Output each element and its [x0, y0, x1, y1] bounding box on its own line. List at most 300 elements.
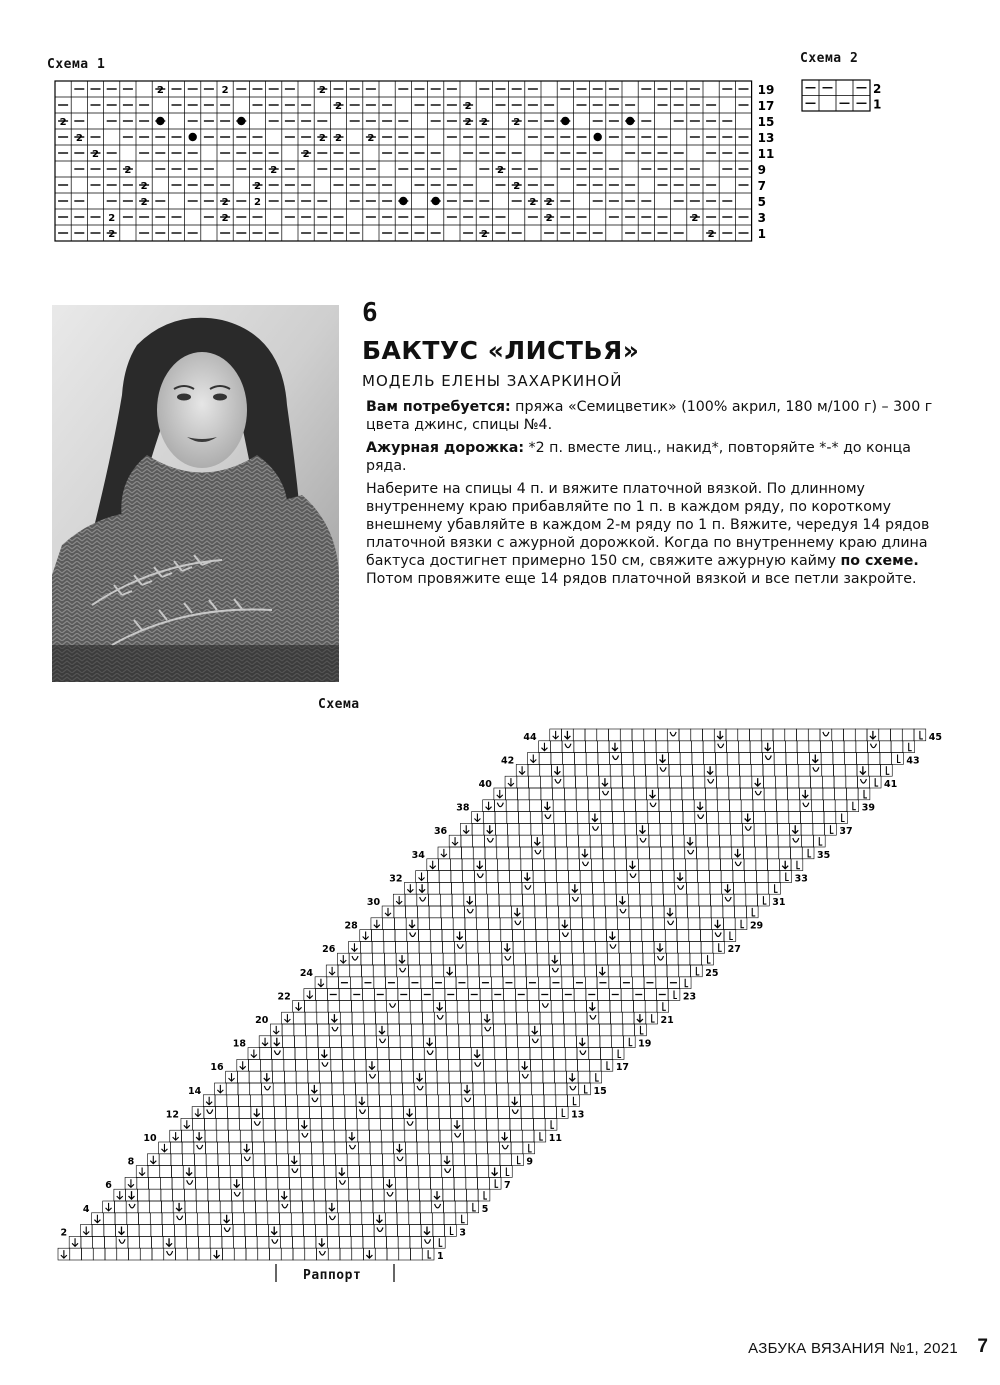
main-schema-cell — [511, 894, 523, 906]
main-schema-cell — [660, 812, 672, 824]
main-schema-cell — [726, 729, 738, 741]
main-schema-cell — [409, 1225, 421, 1237]
main-schema-cell — [229, 1130, 241, 1142]
main-schema-cell — [240, 1130, 252, 1142]
decrease-arrow-symbol — [735, 849, 741, 857]
decrease-2-symbol: 2 — [318, 133, 326, 144]
main-schema-cell — [361, 1189, 373, 1201]
main-schema-cell — [701, 941, 713, 953]
edge-arrow-symbol — [474, 814, 480, 822]
main-schema-cell — [670, 776, 682, 788]
edge-arrow-symbol — [430, 861, 436, 869]
main-schema-cell — [325, 1189, 337, 1201]
main-schema-cell — [663, 882, 675, 894]
decrease-arrow-symbol — [474, 1050, 480, 1058]
main-schema-cell — [639, 882, 651, 894]
main-schema-cell — [740, 776, 752, 788]
edge-arrow-symbol — [508, 778, 514, 786]
main-schema-cell — [300, 1154, 312, 1166]
main-schema-cell — [306, 1024, 318, 1036]
main-schema-cell — [580, 859, 592, 871]
main-schema-cell — [597, 741, 609, 753]
main-schema-cell — [494, 800, 506, 812]
main-schema-cell — [575, 1000, 587, 1012]
main-schema-cell — [483, 812, 495, 824]
main-schema-cell — [616, 882, 628, 894]
main-schema-cell — [505, 1012, 517, 1024]
main-schema-cell — [644, 729, 656, 741]
main-schema-cell — [608, 965, 620, 977]
main-schema-cell — [421, 1213, 433, 1225]
main-schema-cell — [537, 941, 549, 953]
main-schema-cell — [879, 729, 891, 741]
main-schema-cell — [466, 1189, 478, 1201]
main-schema-cell — [510, 1118, 522, 1130]
main-schema-cell — [633, 753, 645, 765]
main-schema-row-number-left: 26 — [322, 944, 336, 956]
decrease-2-symbol: 2 — [254, 197, 261, 208]
main-schema-cell — [891, 729, 903, 741]
yarn-over-symbol — [745, 826, 751, 830]
main-schema-cell — [304, 1236, 316, 1248]
main-schema-cell — [395, 1166, 407, 1178]
main-schema-cell — [668, 741, 680, 753]
yarn-over-symbol — [708, 779, 714, 783]
main-schema-cell — [637, 835, 649, 847]
yarn-over-symbol — [234, 1192, 240, 1196]
main-schema-cell — [727, 753, 739, 765]
main-schema-cell — [551, 1000, 563, 1012]
decrease-arrow-symbol — [492, 1168, 498, 1176]
main-schema-cell — [290, 1177, 302, 1189]
main-schema-cell — [744, 859, 756, 871]
main-schema-cell — [234, 1248, 246, 1260]
main-schema-cell — [480, 989, 492, 1001]
main-schema-cell — [545, 871, 557, 883]
main-schema-cell — [315, 1225, 327, 1237]
main-schema-cell — [574, 753, 586, 765]
main-schema-cell — [707, 812, 719, 824]
main-schema-cell — [824, 812, 836, 824]
main-schema-cell — [672, 835, 684, 847]
main-schema-cell — [357, 1107, 369, 1119]
main-schema-cell — [565, 800, 577, 812]
main-schema-cell — [833, 753, 845, 765]
main-schema-cell — [386, 1236, 398, 1248]
main-schema-row-number-right: 35 — [817, 849, 831, 861]
main-schema-cell — [279, 1201, 291, 1213]
main-schema-row-number-left: 28 — [344, 920, 358, 932]
main-schema-cell — [324, 1154, 336, 1166]
main-schema-cell — [801, 823, 813, 835]
main-schema-cell — [357, 1118, 369, 1130]
yarn-over-symbol — [725, 897, 731, 901]
main-schema-cell — [376, 1012, 388, 1024]
main-schema-cell — [333, 1095, 345, 1107]
main-schema-cell — [514, 965, 526, 977]
main-schema-cell — [250, 1083, 262, 1095]
main-schema-cell — [389, 1048, 401, 1060]
edge-arrow-symbol — [419, 873, 425, 881]
decrease-arrow-symbol — [782, 861, 788, 869]
main-schema-cell — [558, 894, 570, 906]
main-schema-cell — [347, 1154, 359, 1166]
edge-arrow-symbol — [462, 1215, 465, 1223]
main-schema-cell — [741, 788, 753, 800]
main-schema-cell — [753, 800, 765, 812]
main-schema-cell — [671, 812, 683, 824]
decrease-arrow-symbol — [502, 1132, 508, 1140]
main-schema-cell — [209, 1213, 221, 1225]
main-schema-cell — [187, 1248, 199, 1260]
main-schema-cell — [564, 1012, 576, 1024]
main-schema-cell — [92, 1225, 104, 1237]
main-schema-row-number-right: 5 — [481, 1203, 489, 1215]
schema1-row-number: 17 — [757, 99, 775, 113]
main-schema-cell — [611, 788, 623, 800]
edge-arrow-symbol — [519, 766, 525, 774]
main-schema-cell — [349, 1189, 361, 1201]
main-schema-row-number-right: 45 — [928, 731, 942, 743]
main-schema-cell — [463, 871, 475, 883]
main-schema-cell — [603, 847, 615, 859]
main-schema-cell — [754, 823, 766, 835]
main-schema-cell — [410, 1236, 422, 1248]
edge-arrow-symbol — [741, 920, 744, 928]
main-schema-cell — [494, 1024, 506, 1036]
main-schema-cell — [533, 871, 545, 883]
main-schema-cell — [411, 1248, 423, 1260]
main-schema-cell — [496, 1083, 508, 1095]
schema1-row-number: 7 — [757, 179, 766, 193]
yarn-over-symbol — [485, 1027, 491, 1031]
main-schema-cell — [424, 1048, 436, 1060]
main-schema-cell — [443, 941, 455, 953]
decrease-arrow-symbol — [186, 1168, 192, 1176]
main-schema-cell — [571, 930, 583, 942]
edge-arrow-symbol — [830, 825, 833, 833]
main-schema-cell — [418, 1154, 430, 1166]
main-schema-cell — [538, 965, 550, 977]
main-schema-cell — [812, 812, 824, 824]
main-schema-cell — [524, 918, 536, 930]
decrease-arrow-symbol — [477, 861, 483, 869]
main-schema-row-number-right: 15 — [593, 1085, 607, 1097]
main-schema-cell — [531, 1059, 543, 1071]
yarn-over-symbol — [407, 1121, 413, 1125]
main-schema-cell — [140, 1248, 152, 1260]
main-schema-cell — [403, 1095, 415, 1107]
edge-arrow-symbol — [864, 790, 867, 798]
main-schema-cell — [524, 930, 536, 942]
main-schema-cell — [801, 812, 813, 824]
main-schema-cell — [734, 894, 746, 906]
main-schema-cell — [721, 871, 733, 883]
main-schema-cell — [374, 977, 386, 989]
edge-arrow-symbol — [553, 731, 559, 739]
main-schema-cell — [501, 930, 513, 942]
main-schema-cell — [506, 800, 518, 812]
yarn-over-symbol — [630, 874, 636, 878]
main-schema-cell — [359, 1154, 371, 1166]
main-schema-cell — [205, 1130, 217, 1142]
edge-arrow-symbol — [161, 1144, 167, 1152]
main-schema-cell — [302, 1189, 314, 1201]
decrease-arrow-symbol — [619, 896, 625, 904]
main-schema-cell — [478, 953, 490, 965]
main-schema-cell — [495, 1048, 507, 1060]
main-schema-cell — [494, 1036, 506, 1048]
main-schema-cell — [567, 1083, 579, 1095]
edge-arrow-symbol — [853, 802, 856, 810]
yarn-over-symbol — [688, 850, 694, 854]
main-schema-cell — [686, 882, 698, 894]
main-schema-cell — [343, 1071, 355, 1083]
main-schema-cell — [485, 1095, 497, 1107]
edge-arrow-symbol — [385, 908, 391, 916]
decrease-arrow-symbol — [196, 1132, 202, 1140]
edge-arrow-symbol — [396, 896, 402, 904]
decrease-arrow-symbol — [176, 1203, 182, 1211]
main-schema-cell — [442, 1166, 454, 1178]
main-schema-cell — [671, 800, 683, 812]
main-schema-cell — [788, 788, 800, 800]
main-schema-cell — [377, 1036, 389, 1048]
main-schema-cell — [566, 1059, 578, 1071]
yarn-over-symbol — [735, 862, 741, 866]
main-schema-cell — [723, 906, 735, 918]
main-schema-cell — [835, 788, 847, 800]
main-schema-cell — [627, 871, 639, 883]
yarn-over-symbol — [670, 732, 676, 736]
main-schema-cell — [423, 1024, 435, 1036]
decrease-arrow-symbol — [464, 1085, 470, 1093]
main-schema-cell — [362, 1213, 374, 1225]
main-schema-cell — [429, 906, 441, 918]
main-schema-cell — [274, 1095, 286, 1107]
main-schema-cell — [612, 1036, 624, 1048]
main-schema-cell — [674, 859, 686, 871]
main-schema-cell — [706, 800, 718, 812]
main-schema-cell — [439, 1107, 451, 1119]
yarn-over-symbol — [793, 838, 799, 842]
main-schema-cell — [397, 1213, 409, 1225]
decrease-arrow-symbol — [715, 920, 721, 928]
edge-arrow-symbol — [541, 743, 547, 751]
main-schema-cell — [293, 1012, 305, 1024]
main-schema-cell — [788, 800, 800, 812]
main-schema-cell — [700, 918, 712, 930]
decrease-2-symbol: 2 — [545, 197, 553, 208]
main-schema-cell — [476, 1142, 488, 1154]
main-schema-cell — [164, 1248, 176, 1260]
main-schema-cell — [245, 1236, 257, 1248]
main-schema-cell — [594, 918, 606, 930]
main-schema-cell — [555, 835, 567, 847]
main-schema-cell — [392, 1107, 404, 1119]
main-schema-cell — [152, 1248, 164, 1260]
decrease-arrow-symbol — [129, 1191, 135, 1199]
edge-arrow-symbol — [920, 731, 923, 739]
main-schema-cell — [260, 1048, 272, 1060]
main-schema-cell — [353, 1036, 365, 1048]
main-schema-cell — [785, 741, 797, 753]
main-schema-cell — [352, 1248, 364, 1260]
yarn-over-symbol — [552, 968, 558, 972]
main-schema-cell — [601, 823, 613, 835]
main-schema-cell — [508, 1071, 520, 1083]
yarn-over-symbol — [512, 1110, 518, 1114]
main-schema-cell — [791, 847, 803, 859]
main-schema-cell — [397, 965, 409, 977]
main-schema-cell — [396, 1189, 408, 1201]
main-schema-cell — [543, 823, 555, 835]
main-schema-cell — [491, 977, 503, 989]
main-schema-cell — [834, 776, 846, 788]
main-schema-cell — [594, 906, 606, 918]
main-schema-cell — [473, 1083, 485, 1095]
main-schema-cell — [270, 1248, 282, 1260]
decrease-arrow-symbol — [504, 943, 510, 951]
main-schema-row-number-right: 41 — [884, 779, 898, 790]
main-schema-cell — [331, 1071, 343, 1083]
decrease-2-symbol: 2 — [497, 165, 504, 176]
main-schema-cell — [363, 989, 375, 1001]
yarn-over-symbol — [390, 1003, 396, 1007]
schema1-row-number: 3 — [757, 211, 766, 225]
main-schema-cell — [488, 1154, 500, 1166]
main-schema-cell — [305, 1248, 317, 1260]
decrease-arrow-symbol — [725, 884, 731, 892]
decrease-2-symbol: 2 — [707, 229, 715, 240]
yarn-over-symbol — [302, 1133, 308, 1137]
yarn-over-symbol — [455, 1133, 461, 1137]
main-schema-cell — [448, 1048, 460, 1060]
main-schema-cell — [470, 1012, 482, 1024]
main-schema-cell — [171, 1154, 183, 1166]
main-schema-row-number-left: 36 — [433, 826, 448, 838]
main-schema-cell — [546, 894, 558, 906]
main-schema-cell — [427, 1107, 439, 1119]
main-schema-cell — [506, 788, 518, 800]
main-schema-cell — [304, 1000, 316, 1012]
main-schema-cell — [368, 1095, 380, 1107]
edge-arrow-symbol — [61, 1250, 67, 1258]
main-schema-cell — [732, 859, 744, 871]
main-schema-cell — [800, 800, 812, 812]
main-schema-cell — [647, 800, 659, 812]
edge-arrow-symbol — [450, 1227, 453, 1235]
edge-arrow-symbol — [663, 1002, 666, 1010]
main-schema-cell — [338, 965, 350, 977]
materials-label: Вам потребуется: — [366, 399, 511, 415]
pattern-number: 6 — [362, 298, 378, 328]
yarn-over-symbol — [254, 1121, 260, 1125]
main-schema-cell — [563, 753, 575, 765]
main-schema-cell — [566, 823, 578, 835]
main-schema-cell — [477, 1166, 489, 1178]
main-schema-cell — [308, 1071, 320, 1083]
main-schema-cell — [323, 1142, 335, 1154]
main-schema-cell — [238, 1083, 250, 1095]
main-schema-cell — [542, 1048, 554, 1060]
decrease-arrow-symbol — [532, 1026, 538, 1034]
main-schema-cell — [433, 989, 445, 1001]
main-schema-cell — [253, 1154, 265, 1166]
main-schema-cell — [822, 764, 834, 776]
main-schema-cell — [678, 953, 690, 965]
decrease-arrow-symbol — [650, 790, 656, 798]
main-schema-cell — [545, 882, 557, 894]
edge-arrow-symbol — [506, 1168, 509, 1176]
main-schema-cell — [697, 847, 709, 859]
edge-arrow-symbol — [808, 849, 811, 857]
main-schema-cell — [443, 1189, 455, 1201]
main-schema-cell — [174, 1213, 186, 1225]
main-schema-cell — [610, 1000, 622, 1012]
main-schema-cell — [691, 729, 703, 741]
main-schema-cell — [398, 1236, 410, 1248]
main-schema-cell — [518, 1036, 530, 1048]
decrease-arrow-symbol — [554, 766, 560, 774]
main-schema-cell — [297, 1095, 309, 1107]
main-schema-row-number-right: 25 — [705, 967, 719, 979]
main-schema-cell — [577, 800, 589, 812]
edge-arrow-symbol — [251, 1050, 257, 1058]
main-schema-cell — [267, 1189, 279, 1201]
main-schema-cell — [600, 800, 612, 812]
main-schema-cell — [845, 753, 857, 765]
main-schema-cell — [348, 1177, 360, 1189]
main-schema-cell — [485, 1083, 497, 1095]
main-schema-cell — [504, 1000, 516, 1012]
main-schema-cell — [506, 1036, 518, 1048]
decrease-arrow-symbol — [569, 1073, 575, 1081]
edge-arrow-symbol — [518, 1156, 521, 1164]
main-schema-cell — [484, 835, 496, 847]
main-schema-cell — [500, 1154, 512, 1166]
main-schema-cell — [335, 1142, 347, 1154]
main-schema-cell — [755, 835, 767, 847]
main-schema-cell — [328, 1248, 340, 1260]
main-schema-cell — [735, 906, 747, 918]
main-schema-cell — [478, 1177, 490, 1189]
main-schema-cell — [733, 882, 745, 894]
main-schema-cell — [645, 764, 657, 776]
main-schema-cell — [317, 1024, 329, 1036]
edge-arrow-symbol — [240, 1061, 246, 1069]
main-schema-cell — [578, 835, 590, 847]
main-schema-cell — [519, 1071, 531, 1083]
main-schema-row-number-right: 33 — [794, 873, 808, 885]
main-schema-cell — [521, 859, 533, 871]
edge-arrow-symbol — [441, 849, 447, 857]
main-schema-cell — [643, 953, 655, 965]
yarn-over-symbol — [755, 791, 761, 795]
main-schema-cell — [590, 835, 602, 847]
decrease-arrow-symbol — [329, 1203, 335, 1211]
main-schema-cell — [182, 1130, 194, 1142]
main-schema-cell — [417, 906, 429, 918]
main-schema-cell — [249, 1071, 261, 1083]
main-schema-cell — [422, 1236, 434, 1248]
edge-arrow-symbol — [273, 1026, 279, 1034]
main-schema-cell — [565, 1036, 577, 1048]
decrease-arrow-symbol — [522, 1061, 528, 1069]
decrease-arrow-symbol — [660, 755, 666, 763]
main-schema-cell — [317, 1248, 329, 1260]
main-schema-cell — [586, 741, 598, 753]
